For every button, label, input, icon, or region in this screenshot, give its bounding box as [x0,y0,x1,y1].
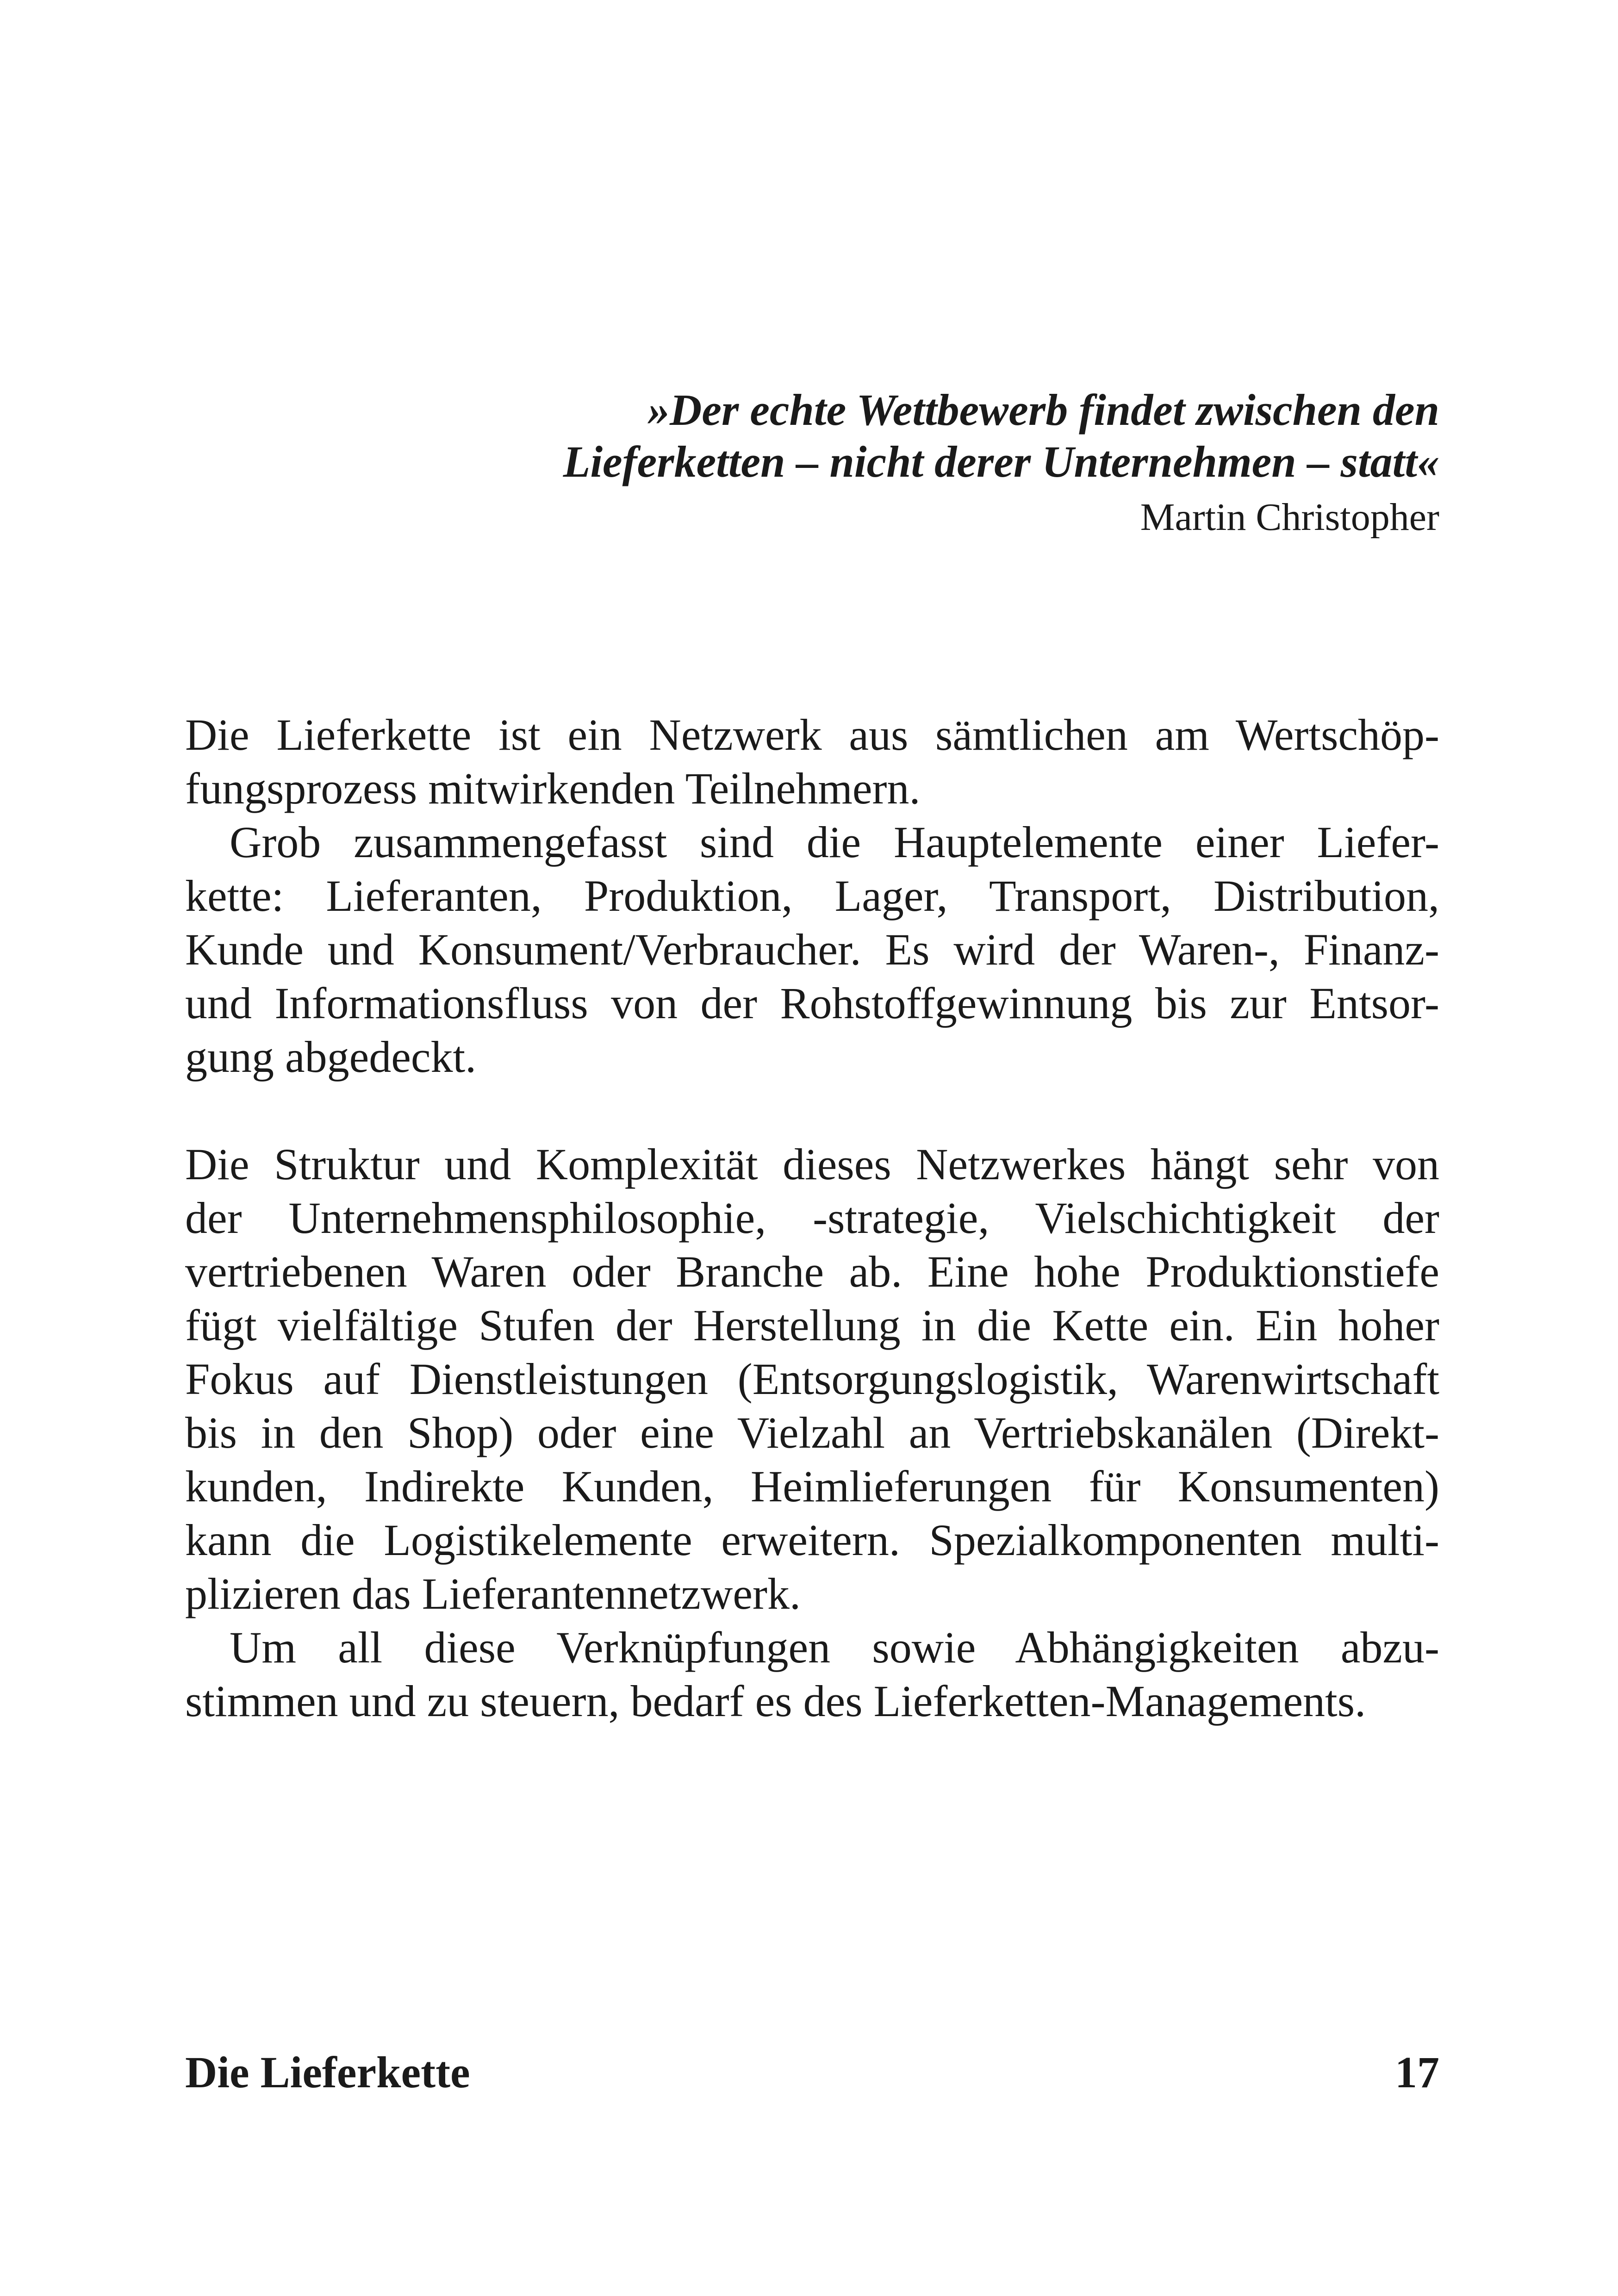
text-line: Grob zusammengefasst sind die Hauptelemente einer Liefer- [230,817,1439,867]
paragraph-3 [185,1138,1439,1621]
text-line: Die Struktur und Komplexität dieses Netzwerkes hängt sehr von [185,1139,1439,1189]
text-line: fungsprozess mitwirkenden Teilnehmern. [185,764,921,813]
paragraph-spacer [185,1084,1439,1138]
text-line: bis in den Shop) oder eine Vielzahl an Vertriebskanälen (Direkt- [185,1408,1439,1457]
text-line: fügt vielfältige Stufen der Herstellung in die Kette ein. Ein hoher [185,1300,1439,1350]
text-line: Fokus auf Dienstleistungen (Entsorgungslogistik, Warenwirtschaft [185,1354,1439,1404]
text-line: der Unternehmensphilosophie, -strategie, Vielschichtigkeit der [185,1193,1439,1243]
text-line: Kunde und Konsument/Verbraucher. Es wird der Waren-, Finanz- [185,925,1439,974]
text-line: vertriebenen Waren oder Branche ab. Eine hohe Produktionstiefe [185,1247,1439,1296]
text-line: Die Lieferkette ist ein Netzwerk aus sämtlichen am Wertschöp- [185,710,1439,759]
text-line: stimmen und zu steuern, bedarf es des Lieferketten-Managements. [185,1676,1366,1726]
page-number: 17 [1395,2047,1439,2097]
text-line: kann die Logistikelemente erweitern. Spezialkomponenten multi- [185,1515,1439,1565]
epigraph-author: Martin Christopher [1140,496,1439,539]
text-line: kunden, Indirekte Kunden, Heimlieferungen für Konsumenten) [185,1462,1439,1511]
text-line: Um all diese Verknüpfungen sowie Abhängigkeiten abzu- [230,1623,1439,1672]
paragraph-4 [185,1621,1439,1728]
text-line: plizieren das Lieferantennetzwerk. [185,1569,801,1618]
epigraph-line: Lieferketten – nicht derer Unternehmen – statt« [563,437,1439,486]
body-text [185,708,1439,1728]
epigraph [532,384,1439,541]
text-line: gung abgedeckt. [185,1032,477,1082]
text-line: kette: Lieferanten, Produktion, Lager, Transport, Distribution, [185,871,1439,921]
paragraph-1 [185,708,1439,815]
paragraph-2 [185,815,1439,1084]
text-line: und Informationsfluss von der Rohstoffgewinnung bis zur Entsor- [185,978,1439,1028]
epigraph-line: »Der echte Wettbewerb findet zwischen den [647,385,1439,435]
running-title: Die Lieferkette [185,2047,470,2097]
page-footer [185,2046,1439,2099]
